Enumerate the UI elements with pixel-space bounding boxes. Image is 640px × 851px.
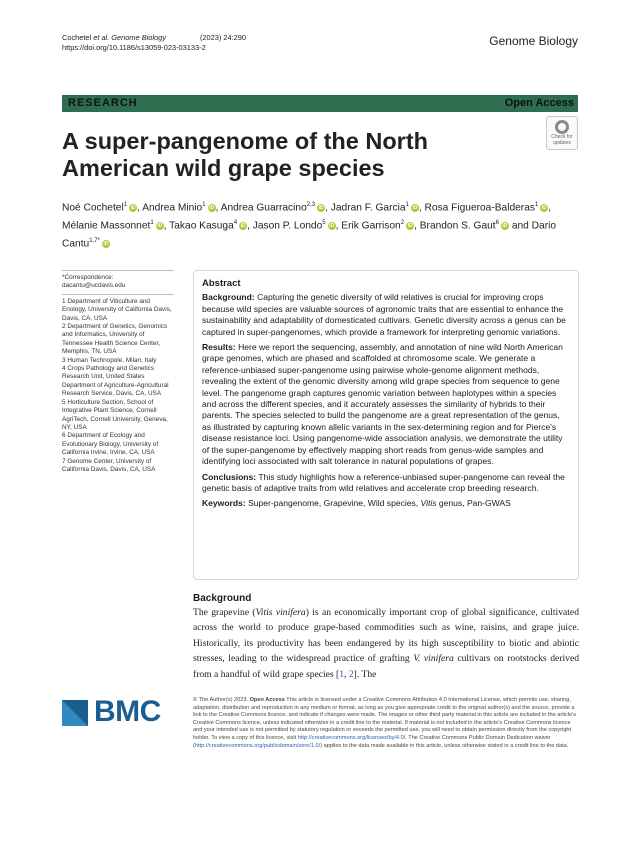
author: Andrea Minio	[142, 202, 203, 214]
bmc-logo-text: BMC	[94, 695, 161, 728]
check-updates-icon	[555, 120, 569, 134]
author: Jason P. Londo	[252, 220, 323, 232]
orcid-icon[interactable]: iD	[157, 222, 163, 229]
check-for-updates-badge[interactable]	[546, 116, 578, 150]
author: Takao Kasuga	[169, 220, 234, 232]
author: Dario Cantu	[62, 220, 557, 250]
reference-link[interactable]: 2	[348, 668, 354, 680]
citation-journal: et al. Genome Biology	[93, 33, 166, 42]
divider	[62, 270, 174, 271]
citation-header	[62, 33, 246, 53]
correspondence	[62, 274, 174, 291]
abstract-box	[193, 270, 579, 580]
orcid-icon[interactable]: iD	[130, 204, 136, 211]
author: Noé Cochetel	[62, 202, 124, 214]
author: Rosa Figueroa-Balderas	[424, 202, 535, 214]
author: Jadran F. Garcia	[330, 202, 406, 214]
citation-year: (2023) 24:290	[199, 33, 246, 42]
abstract-heading: Abstract	[202, 278, 241, 289]
affiliation: 2 Department of Genetics, Genomics and Informatics, University of Tennessee Health Science Center, Memphis, TN, USA	[62, 323, 168, 356]
orcid-icon[interactable]: iD	[318, 204, 324, 211]
author-list: Noé Cochetel$^1$ iD , Andrea Minio$^1$ iD , Andrea Guarracino$^{2,3}$ iD , Jadran F. Garcia$^1$ iD , Rosa Figueroa-Balderas$^1$ iD , Mélanie Massonnet$^1$ iD , Takao Kasuga$^4$ iD , Jason P. Londo$^5$ iD , Erik Garrison$^2$ iD , Brandon S. Gaut$^6$ iD and Dario Cantu$^{1,7*}$ iD	[62, 202, 557, 250]
reference-link[interactable]: 1	[339, 668, 345, 680]
license-link[interactable]: http://creativecommons.org/licenses/by/4.0/	[297, 734, 406, 741]
affiliation: 4 Crops Pathology and Genetics Research Unit, United States Department of Agriculture-Agricultural Research Service, Davis, CA, USA	[62, 365, 169, 398]
orcid-icon[interactable]: iD	[329, 222, 335, 229]
sidebar-affiliations	[62, 270, 174, 474]
orcid-icon[interactable]: iD	[240, 222, 246, 229]
article-type-banner	[62, 95, 578, 112]
check-updates-text-2: updates	[553, 139, 571, 146]
section-heading-background: Background	[193, 593, 252, 604]
public-domain-link[interactable]: http://creativecommons.org/publicdomain/zero/1.0/	[194, 742, 321, 749]
affiliation: 6 Department of Ecology and Evolutionary Biology, University of California Irvine, Irvine, CA, USA	[62, 432, 159, 457]
open-access-label: Open Access	[504, 97, 574, 109]
abstract-background: Background: Capturing the genetic diversity of wild relatives is crucial for improving crops because wild species are valuable sources of agronomic traits that are essential to enhance the sustainability and adaptability of domesticated cultivars. Genetic diversity across a genus can be captured in super-pangenomes, which provide a framework for interpreting genomic variations.	[202, 292, 566, 337]
journal-name: Genome Biology	[489, 34, 578, 48]
abstract-conclusions: Conclusions: This study highlights how a reference-unbiased super-pangenome can reveal the genetic basis of adaptive traits from wild relatives and accelerate crop breeding research.	[202, 471, 565, 493]
affiliation: 7 Genome Center, University of California Davis, Davis, CA, USA	[62, 457, 156, 473]
abstract-keywords: Keywords: Super-pangenome, Grapevine, Wild species, Vitis genus, Pan-GWAS	[202, 498, 511, 509]
abstract-results: Results: Here we report the sequencing, assembly, and annotation of nine wild North American grape genomes, which are phased and scaffolded at chromosome scale. We generate a reference-unbiased super-pangenome using pairwise whole-genome alignment methods, revealing the extent of the genomic diversity among wild grape species from sequence to gene level. The pangenome graph captures genomic variation between haplotypes within a species and across the different species, and it accurately assesses the similarity of hybrids to their parents. The species selected to build the pangenome are a great representation of the genus, as illustrated by capturing known allelic variants in the sex-determining region and for Pierce's disease resistance loci. Using pangenome-wide association analysis, we demonstrate the utility of the super-pangenome by effectively mapping short reads from genus-wide samples and identifying loci associated with salt tolerance in natural populations of grapes.	[202, 342, 563, 467]
correspondence-email[interactable]: dacantu@ucdavis.edu	[62, 282, 126, 290]
background-paragraph: The grapevine (Vitis vinifera) is an economically important crop of global significance, cultivated across the world to produce grape-based commodities such as wine, raisins, and grape juice. Historically, its productivity has been endangered by its high susceptibility to biotic and abiotic stresses, leading to the widespread practice of grafting V. vinifera cultivars on rootstocks derived from a handful of wild grape species [1, 2]. The	[193, 607, 579, 680]
check-updates-text-1: Check for	[551, 134, 573, 140]
orcid-icon[interactable]: iD	[103, 241, 109, 248]
affiliation: 1 Department of Viticulture and Enology, University of California Davis, Davis, CA, USA	[62, 297, 172, 322]
authors-and: and	[511, 220, 529, 232]
orcid-icon[interactable]: iD	[407, 222, 413, 229]
author: Mélanie Massonnet	[62, 220, 151, 232]
affiliation: 3 Human Technopole, Milan, Italy	[62, 356, 157, 364]
citation-authors: Cochetel	[62, 33, 94, 42]
orcid-icon[interactable]: iD	[412, 204, 418, 211]
author: Brandon S. Gaut	[419, 220, 496, 232]
correspondence-label: *Correspondence:	[62, 274, 114, 281]
author: Erik Garrison	[341, 220, 401, 232]
article-type-label: RESEARCH	[68, 97, 138, 109]
license-notice: © The Author(s) 2023. Open Access This article is licensed under a Creative Commons Attribution 4.0 International License, which permits use, sharing, adaptation, distribution and reproduction in any medium or format, as long as you give appropriate credit to the original author(s) and the source, provide a link to the Creative Commons licence, and indicate if changes were made. The images or other third party material in this article are included in the article's Creative Commons licence, unless indicated otherwise in a credit line to the material. If material is not included in the article's Creative Commons licence and your intended use is not permitted by statutory regulation or exceeds the permitted use, you will need to obtain permission directly from the copyright holder. To view a copy of this licence, visit http://creativecommons.org/licenses/by/4.0/. The Creative Commons Public Domain Dedication waiver (http://creativecommons.org/publicdomain/zero/1.0/) applies to the data made available in this article, unless otherwise stated in a credit line to the data.	[193, 697, 577, 749]
orcid-icon[interactable]: iD	[209, 204, 215, 211]
orcid-icon[interactable]: iD	[541, 204, 547, 211]
doi-link[interactable]: https://doi.org/10.1186/s13059-023-03133-2	[62, 43, 206, 52]
orcid-icon[interactable]: iD	[502, 222, 508, 229]
affiliation: 5 Horticulture Section, School of Integrative Plant Science, Cornell AgriTech, Cornell University, Geneva, NY, USA	[62, 398, 168, 431]
article-title: A super-pangenome of the North American wild grape species	[62, 128, 428, 181]
bmc-logo	[62, 695, 180, 728]
author: Andrea Guarracino	[220, 202, 307, 214]
divider	[62, 294, 174, 295]
